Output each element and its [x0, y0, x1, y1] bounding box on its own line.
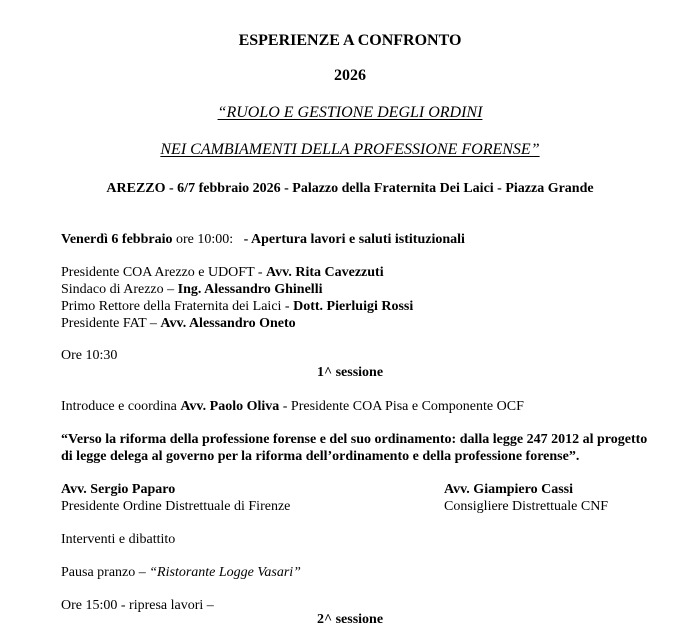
- afternoon-restart-line: Ore 15:00 - ripresa lavori –: [61, 598, 214, 613]
- greeting-line: [61, 264, 384, 281]
- greeting-name: Avv. Rita Cavezzuti: [266, 265, 384, 280]
- speaker-role: Consigliere Distrettuale CNF: [444, 499, 609, 514]
- event-title-line-2: NEI CAMBIAMENTI DELLA PROFESSIONE FORENSE”: [160, 141, 540, 158]
- lunch-prefix: Pausa pranzo –: [61, 565, 150, 580]
- greeting-name: Dott. Pierluigi Rossi: [293, 299, 414, 314]
- event-location: AREZZO - 6/7 febbraio 2026 - Palazzo della Fraternita Dei Laici - Piazza Grande: [106, 181, 594, 196]
- lunch-line: [61, 564, 301, 581]
- speaker-name: Avv. Sergio Paparo: [61, 482, 176, 497]
- session-1-topic-line-2: di legge delega al governo per la riforma dell’ordinamento e della professione forense”.: [61, 449, 580, 464]
- opening-activity: - Apertura lavori e saluti istituzionali: [243, 232, 465, 247]
- session-1-intro: [61, 398, 524, 415]
- session-1-topic-line-1: “Verso la riforma della professione forense e del suo ordinamento: dalla legge 247 2012 al progetto: [61, 432, 648, 447]
- intro-moderator-name: Avv. Paolo Oliva: [180, 399, 280, 414]
- greeting-role: Presidente COA Arezzo e UDOFT -: [61, 265, 267, 280]
- session-2-label-partial: 2^ sessione: [316, 612, 384, 627]
- lunch-place: “Ristorante Logge Vasari”: [149, 565, 301, 580]
- event-series-heading: ESPERIENZE A CONFRONTO: [238, 32, 462, 49]
- opening-time: ore 10:00:: [172, 232, 234, 247]
- speaker-role: Presidente Ordine Distrettuale di Firenze: [61, 499, 291, 514]
- greeting-role: Primo Rettore della Fraternita dei Laici -: [61, 299, 294, 314]
- opening-day: Venerdì 6 febbraio: [61, 232, 173, 247]
- greeting-role: Sindaco di Arezzo –: [61, 282, 178, 297]
- intro-prefix: Introduce e coordina: [61, 399, 181, 414]
- greeting-name: Ing. Alessandro Ghinelli: [177, 282, 323, 297]
- intro-moderator-role: - Presidente COA Pisa e Componente OCF: [279, 399, 524, 414]
- session-1-label: 1^ sessione: [316, 365, 384, 380]
- greeting-role: Presidente FAT –: [61, 316, 161, 331]
- speaker-name: Avv. Giampiero Cassi: [444, 482, 573, 497]
- debate-line: Interventi e dibattito: [61, 532, 176, 547]
- opening-line: [61, 231, 465, 248]
- session-1-time: Ore 10:30: [61, 348, 118, 363]
- greeting-line: [61, 315, 296, 332]
- greeting-line: [61, 298, 413, 315]
- event-title-line-1: “RUOLO E GESTIONE DEGLI ORDINI: [217, 104, 483, 121]
- greeting-line: [61, 281, 322, 298]
- greeting-name: Avv. Alessandro Oneto: [160, 316, 296, 331]
- event-year: 2026: [334, 67, 366, 84]
